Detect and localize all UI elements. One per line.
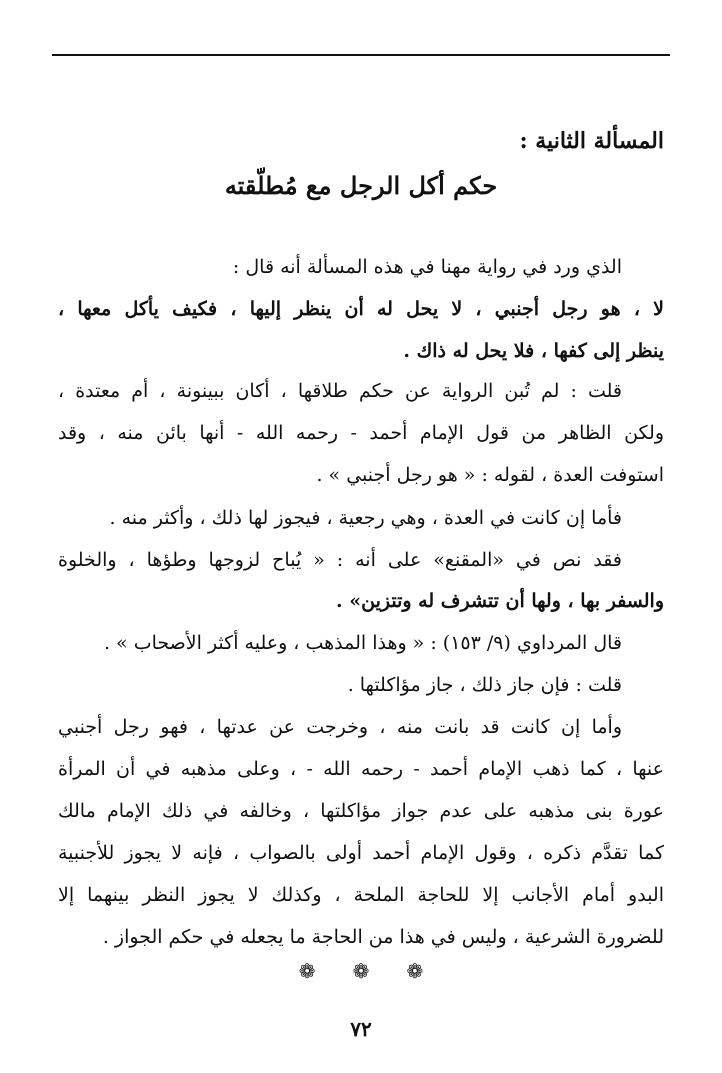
text-line: ولكن الظاهر من قول الإمام أحمد - رحمه الله - أنها بائن منه ، وقد [58,422,664,444]
text-line-quote: لا ، هو رجل أجنبي ، لا يحل له أن ينظر إليها ، فكيف يأكل معها ، [58,298,664,320]
text-line: للضرورة الشرعية ، وليس في هذا من الحاجة ما يجعله في حكم الجواز . [102,926,664,948]
text-line: قلت : فإن جاز ذلك ، جاز مؤاكلتها . [347,674,622,696]
flower-ornament-icon: ❁ [406,959,424,983]
text-line: البدو أمام الأجانب إلا للحاجة الملحة ، وكذلك لا يجوز النظر بينهما إلا [58,884,664,906]
page-number: ٧٢ [350,1017,372,1041]
flower-ornament-icon: ❁ [298,959,316,983]
top-rule [52,54,670,56]
text-line: وأما إن كانت قد بانت منه ، وخرجت عن عدتها ، فهو رجل أجنبي [58,716,622,738]
text-line: استوفت العدة ، لقوله : « هو رجل أجنبي » . [316,464,664,486]
text-line-quote: ينظر إلى كفها ، فلا يحل له ذاك . [403,340,664,362]
text-line: قال المرداوي (٩/ ١٥٣) : « وهذا المذهب ، وعليه أكثر الأصحاب » . [103,632,622,654]
text-line: عورة بنى مذهبه على عدم جواز مؤاكلتها ، وخالفه في ذلك الإمام مالك [58,800,664,822]
flower-ornament-icon: ❁ [352,959,370,983]
section-divider-ornaments [0,958,722,984]
text-line: الذي ورد في رواية مهنا في هذه المسألة أنه قال : [232,256,622,278]
page-title: حكم أكل الرجل مع مُطلّقته [224,171,498,200]
text-line-quote: والسفر بها ، ولها أن تتشرف له وتتزين» . [336,590,664,612]
text-line: فقد نص في «المقنع» على أنه : « يُباح لزوجها وطؤها ، والخلوة [58,549,622,571]
text-line: عنها ، كما ذهب الإمام أحمد - رحمه الله - ، وعلى مذهبه في أن المرأة [58,758,664,780]
section-label: المسألة الثانية : [519,128,664,154]
text-line: فأما إن كانت في العدة ، وهي رجعية ، فيجوز لها ذلك ، وأكثر منه . [109,507,622,529]
text-line: قلت : لم تُبن الرواية عن حكم طلاقها ، أكان ببينونة ، أم معتدة ، [58,380,622,402]
text-line: كما تقدَّم ذكره ، وقول الإمام أحمد أولى بالصواب ، فإنه لا يجوز للأجنبية [58,842,664,864]
